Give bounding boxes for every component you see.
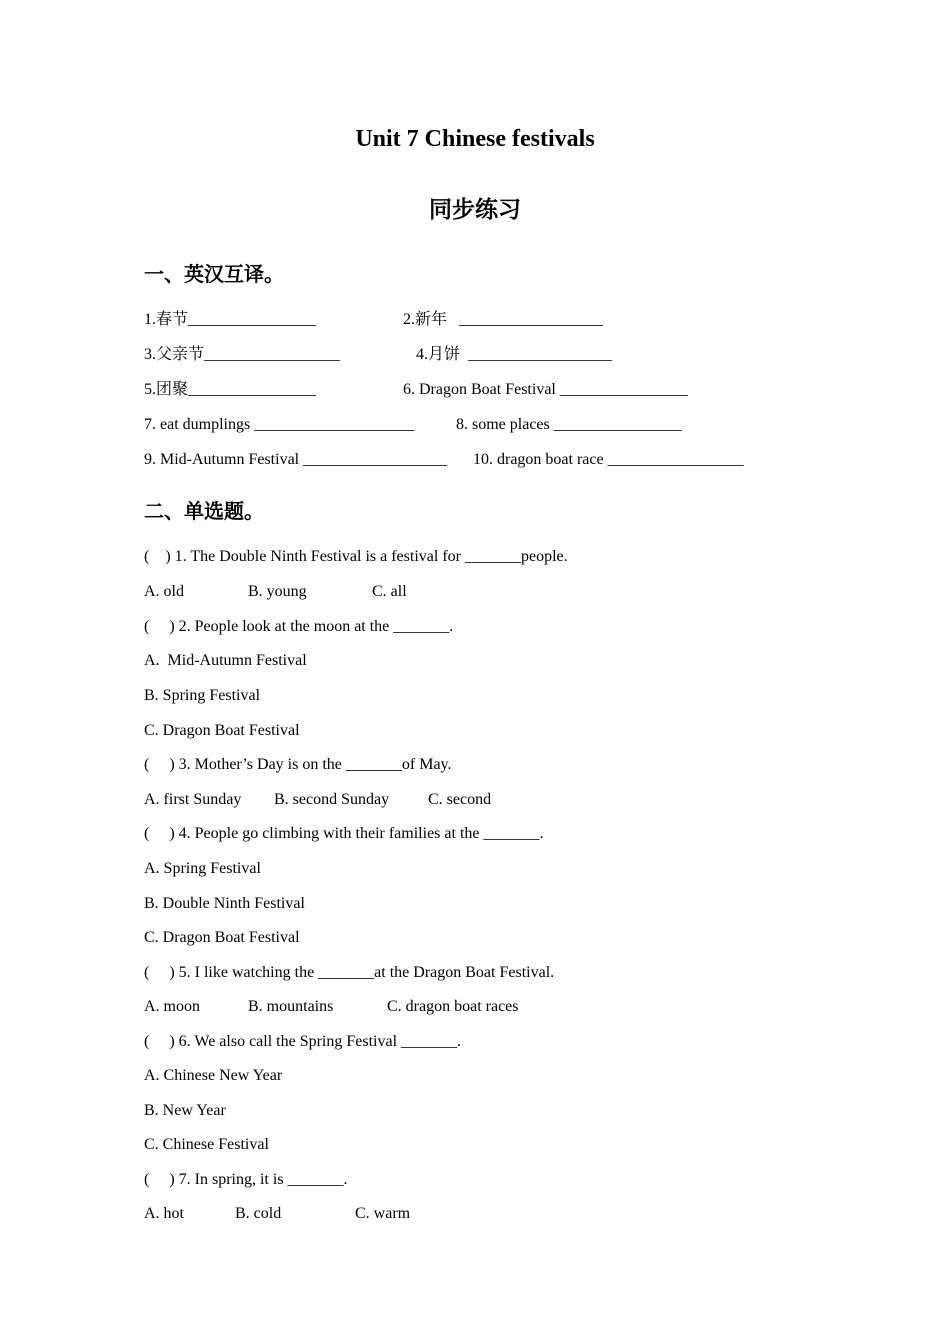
section-2-heading: 二、单选题。: [144, 499, 264, 523]
translation-item: 4.月饼 __________________: [416, 346, 613, 363]
question-option: B. Double Ninth Festival: [144, 895, 305, 912]
translation-item: 5.团聚________________: [144, 381, 317, 398]
question-option: B. Spring Festival: [144, 687, 261, 704]
translation-item: 1.春节________________: [144, 311, 317, 328]
question-option: C. Chinese Festival: [144, 1136, 269, 1153]
question-option: A. Spring Festival: [144, 860, 261, 877]
question-stem: ( ) 6. We also call the Spring Festival _______.: [144, 1033, 462, 1050]
question-option: A. first Sunday: [144, 791, 242, 808]
section-1-heading: 一、英汉互译。: [144, 262, 284, 286]
question-option: B. mountains: [248, 998, 334, 1015]
question-option: C. all: [372, 583, 407, 600]
question-option: C. Dragon Boat Festival: [144, 722, 300, 739]
question-option: C. warm: [355, 1205, 411, 1222]
question-option: A. Mid-Autumn Festival: [144, 652, 307, 669]
translation-item: 3.父亲节_________________: [144, 346, 341, 363]
question-stem: ( ) 3. Mother’s Day is on the _______of May.: [144, 756, 452, 773]
question-option: A. hot: [144, 1205, 184, 1222]
page-title: Unit 7 Chinese festivals: [355, 126, 595, 152]
question-option: B. second Sunday: [274, 791, 390, 808]
question-stem: ( ) 2. People look at the moon at the _______.: [144, 618, 454, 635]
translation-item: 10. dragon boat race _________________: [473, 451, 744, 468]
question-option: A. Chinese New Year: [144, 1067, 283, 1084]
translation-item: 9. Mid-Autumn Festival __________________: [144, 451, 448, 468]
question-option: A. moon: [144, 998, 200, 1015]
question-option: B. cold: [235, 1205, 282, 1222]
question-stem: ( ) 1. The Double Ninth Festival is a festival for _______people.: [144, 548, 568, 565]
question-option: B. New Year: [144, 1102, 226, 1119]
question-option: C. second: [428, 791, 492, 808]
translation-item: 2.新年 __________________: [403, 311, 604, 328]
question-stem: ( ) 5. I like watching the _______at the Dragon Boat Festival.: [144, 964, 555, 981]
question-option: C. Dragon Boat Festival: [144, 929, 300, 946]
translation-item: 8. some places ________________: [456, 416, 682, 433]
question-option: A. old: [144, 583, 184, 600]
page-subtitle: 同步练习: [429, 197, 521, 223]
translation-item: 6. Dragon Boat Festival ________________: [403, 381, 688, 398]
question-stem: ( ) 7. In spring, it is _______.: [144, 1171, 348, 1188]
translation-item: 7. eat dumplings ____________________: [144, 416, 415, 433]
question-option: B. young: [248, 583, 307, 600]
question-option: C. dragon boat races: [387, 998, 519, 1015]
question-stem: ( ) 4. People go climbing with their families at the _______.: [144, 825, 544, 842]
